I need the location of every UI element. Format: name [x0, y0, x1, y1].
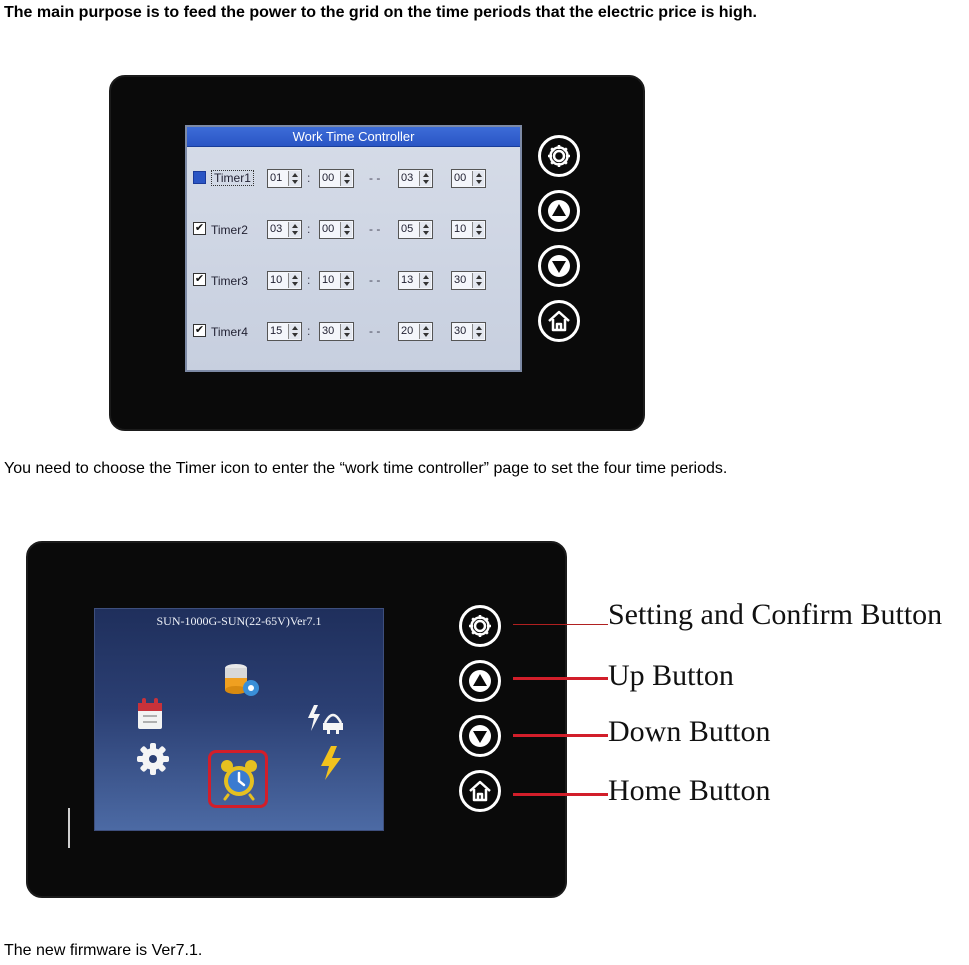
grid-power-icon[interactable] — [305, 701, 345, 735]
label-home-button: Home Button — [608, 774, 771, 807]
home-button[interactable] — [538, 300, 580, 342]
setting-button[interactable] — [459, 605, 501, 647]
firmware-title: SUN-1000G-SUN(22-65V)Ver7.1 — [156, 614, 322, 628]
timer-row-4 — [193, 322, 513, 342]
timer3-start-minute[interactable]: 10 — [319, 271, 354, 290]
home-button[interactable] — [459, 770, 501, 812]
timer4-start-minute[interactable]: 30 — [319, 322, 354, 341]
timer-row-3 — [193, 271, 513, 291]
range-separator: - - — [369, 273, 381, 287]
triangle-up-icon — [546, 198, 572, 224]
gear-icon[interactable] — [133, 741, 173, 777]
callout-line-down — [513, 734, 608, 737]
timer-row-2 — [193, 220, 513, 240]
controller-device-main-menu — [26, 541, 567, 898]
cursor-mark — [68, 808, 70, 848]
timer3-end-hour[interactable]: 13 — [398, 271, 433, 290]
lightning-icon[interactable] — [317, 744, 345, 782]
timer2-start-hour[interactable]: 03 — [267, 220, 302, 239]
timer4-end-hour[interactable]: 20 — [398, 322, 433, 341]
screen-title: Work Time Controller — [187, 127, 520, 147]
timer-row-1 — [193, 169, 513, 189]
timer4-start-hour[interactable]: 15 — [267, 322, 302, 341]
timer2-end-minute[interactable]: 10 — [451, 220, 486, 239]
lcd-main-menu — [94, 608, 384, 831]
time-separator: : — [307, 222, 311, 236]
timer4-end-minute[interactable]: 30 — [451, 322, 486, 341]
setting-button[interactable] — [538, 135, 580, 177]
up-button[interactable] — [459, 660, 501, 702]
timer2-end-hour[interactable]: 05 — [398, 220, 433, 239]
timer1-label: Timer1 — [211, 170, 254, 186]
timer4-checkbox[interactable]: ✔ — [194, 324, 205, 336]
timer3-end-minute[interactable]: 30 — [451, 271, 486, 290]
timer3-label: Timer3 — [211, 274, 248, 288]
timer2-label: Timer2 — [211, 223, 248, 237]
timer3-checkbox[interactable]: ✔ — [194, 273, 205, 285]
up-button[interactable] — [538, 190, 580, 232]
time-separator: : — [307, 171, 311, 185]
caption-instructions: You need to choose the Timer icon to enter the “work time controller” page to set the four time periods. — [4, 460, 728, 477]
timer2-start-minute[interactable]: 00 — [319, 220, 354, 239]
triangle-down-icon — [546, 253, 572, 279]
timer1-start-minute[interactable]: 00 — [319, 169, 354, 188]
controller-device-timer-screen — [109, 75, 645, 431]
range-separator: - - — [369, 324, 381, 338]
range-separator: - - — [369, 222, 381, 236]
timer4-label: Timer4 — [211, 325, 248, 339]
time-separator: : — [307, 324, 311, 338]
callout-line-up — [513, 677, 608, 680]
timer1-checkbox[interactable]: ✔ — [194, 171, 205, 183]
home-icon — [466, 777, 494, 805]
hardware-buttons — [538, 135, 580, 342]
gear-icon — [545, 142, 573, 170]
gear-icon — [466, 612, 494, 640]
calendar-icon[interactable] — [135, 695, 165, 731]
down-button[interactable] — [538, 245, 580, 287]
timer2-checkbox[interactable]: ✔ — [194, 222, 205, 234]
caption-main-purpose: The main purpose is to feed the power to the grid on the time periods that the electric price is high. — [4, 4, 757, 21]
home-icon — [545, 307, 573, 335]
timer1-end-minute[interactable]: 00 — [451, 169, 486, 188]
database-settings-icon[interactable] — [220, 661, 264, 701]
time-separator: : — [307, 273, 311, 287]
timer1-end-hour[interactable]: 03 — [398, 169, 433, 188]
label-up-button: Up Button — [608, 659, 734, 692]
lcd-work-time-controller — [185, 125, 522, 372]
label-setting-button: Setting and Confirm Button — [608, 598, 943, 631]
callout-line-setting — [513, 624, 608, 625]
timer1-start-hour[interactable]: 01 — [267, 169, 302, 188]
range-separator: - - — [369, 171, 381, 185]
caption-firmware: The new firmware is Ver7.1. — [4, 942, 203, 959]
down-button[interactable] — [459, 715, 501, 757]
triangle-down-icon — [467, 723, 493, 749]
timer3-start-hour[interactable]: 10 — [267, 271, 302, 290]
hardware-buttons — [459, 605, 501, 812]
label-down-button: Down Button — [608, 715, 771, 748]
callout-line-home — [513, 793, 608, 796]
triangle-up-icon — [467, 668, 493, 694]
selection-frame — [208, 750, 268, 808]
